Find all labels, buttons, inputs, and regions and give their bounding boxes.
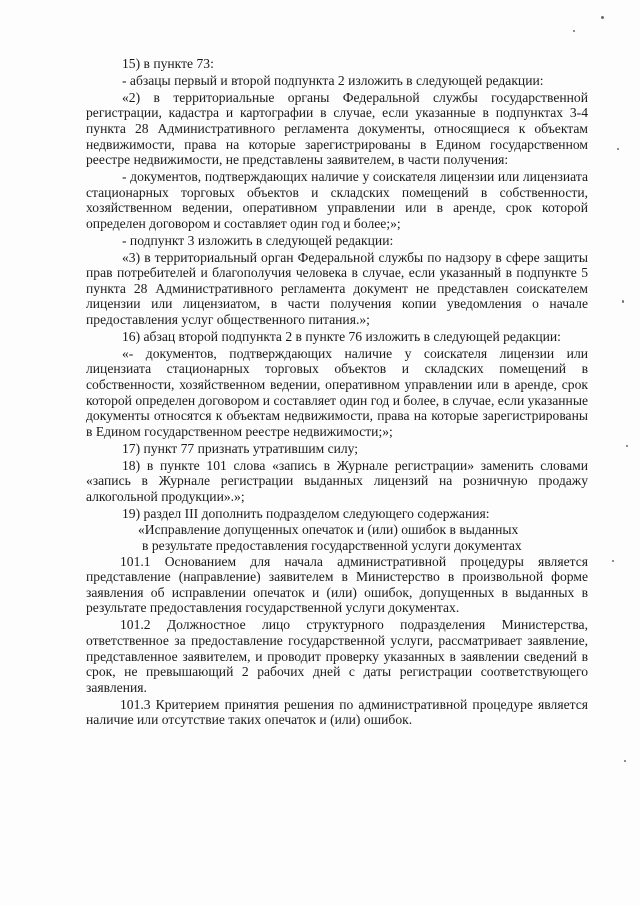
scan-speck: [612, 560, 614, 562]
document-body: [86, 56, 588, 729]
paragraph-15-subitem-3: - подпункт 3 изложить в следующей редакции:: [122, 232, 394, 248]
clause-101-1: 101.1 Основанием для начала административной процедуры является представление (направление) заявителем в Министерство в произвольной форме заявления об исправлении опечаток и (или) ошибок, допущенных в выданных в результате предоставления государственной услуги документах.: [86, 553, 588, 616]
clause-101-2: 101.2 Должностное лицо структурного подразделения Министерства, ответственное за предоставление государственной услуги, рассматривает заявление, представленное заявителем, и проводит проверку указанных в заявлении сведений в срок, не превышающий 2 рабочих дней с даты регистрации соответствующего заявления.: [86, 617, 588, 695]
scan-speck: [624, 760, 626, 762]
paragraph-15-quote-3: «3) в территориальный орган Федеральной службы по надзору в сфере защиты прав потребителей и благополучия человека в случае, если указанный в подпункте 5 пункта 28 Административного регламента документ не представлен соискателем лицензии или лицензиатом, в части получения копии уведомления о начале предоставления услуг общественного питания.»;: [86, 249, 588, 327]
paragraph-16: 16) абзац второй подпункта 2 в пункте 76 изложить в следующей редакции:: [122, 328, 561, 344]
scan-speck: [601, 16, 604, 19]
paragraph-18: 18) в пункте 101 слова «запись в Журнале регистрации» заменить словами «запись в Журнале регистрации выданных лицензий на розничную продажу алкогольной продукции».»;: [86, 457, 588, 504]
paragraph-17: 17) пункт 77 признать утратившим силу;: [122, 440, 359, 456]
scan-speck: [622, 300, 624, 303]
subsection-title-line-1: «Исправление допущенных опечаток и (или) ошибок в выданных: [138, 522, 519, 538]
clause-101-3: 101.3 Критерием принятия решения по административной процедуре является наличие или отсутствие таких опечаток и (или) ошибок.: [86, 696, 588, 728]
subsection-title-line-2: в результате предоставления государственной услуги документах: [142, 538, 522, 554]
paragraph-19: 19) раздел III дополнить подразделом следующего содержания:: [122, 505, 490, 521]
paragraph-15-quote-2: «2) в территориальные органы Федеральной службы государственной регистрации, кадастра и картографии в случае, если указанные в подпунктах 3-4 пункта 28 Административного регламента документы, относящиеся к объектам недвижимости, права на которые зарегистрированы в Едином государственном реестре недвижимости, не представлены заявителем, в части получения:: [86, 89, 588, 168]
scan-speck: [617, 148, 619, 150]
scan-speck: [573, 30, 575, 32]
scan-speck: [626, 445, 628, 447]
paragraph-15: 15) в пункте 73:: [122, 56, 214, 71]
paragraph-15-item: - абзацы первый и второй подпункта 2 изложить в следующей редакции:: [122, 72, 544, 88]
paragraph-15-documents: - документов, подтверждающих наличие у соискателя лицензии или лицензиата стационарных торговых объектов и складских помещений в собственности, хозяйственном ведении, оперативном управлении или в аренде, срок которой определен договором и составляет один год и более;»;: [86, 169, 588, 231]
paragraph-16-quote: «- документов, подтверждающих наличие у соискателя лицензии или лицензиата стационарных торговых объектов и складских помещений в собственности, хозяйственном ведении, оперативном управлении или в аренде, срок которой определен договором и составляет один год и более, в случае, если указанные документы относятся к объектам недвижимости, права на которые зарегистрированы в Едином государственном реестре недвижимости;»;: [86, 345, 588, 439]
